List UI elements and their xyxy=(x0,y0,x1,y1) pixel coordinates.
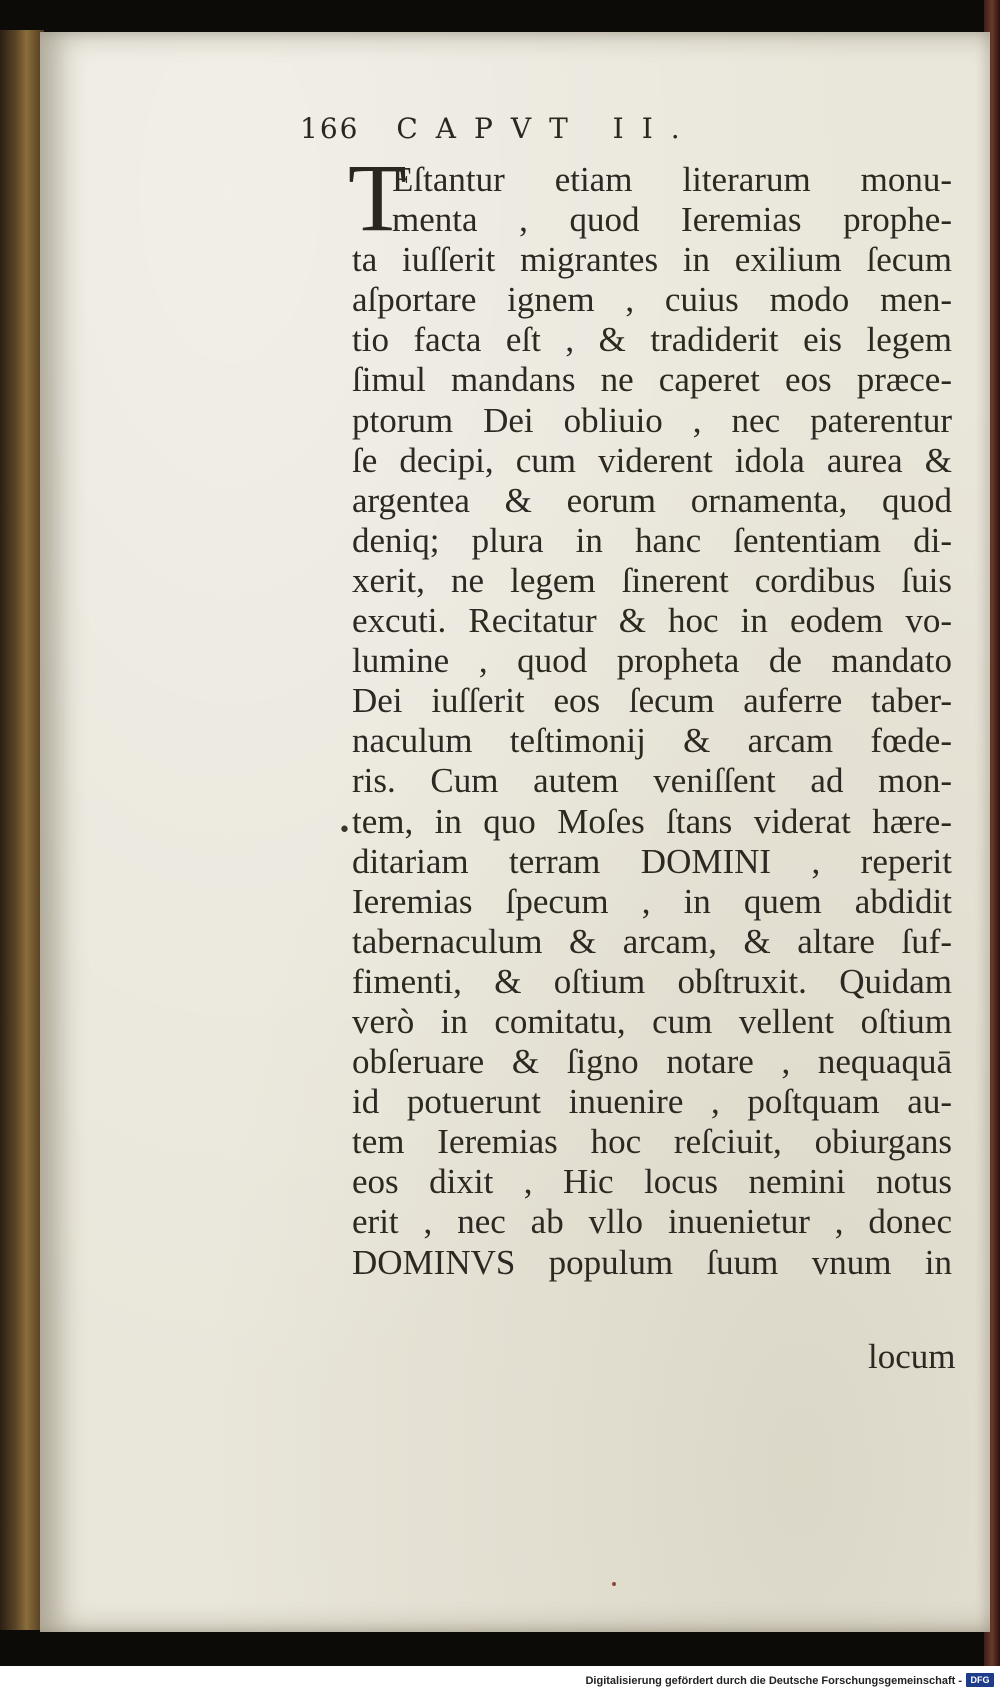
margin-mark: • xyxy=(338,818,351,843)
text-line: eos dixit , Hic locus nemini notus xyxy=(352,1162,952,1202)
text-line: excuti. Recitatur & hoc in eodem vo- xyxy=(352,601,952,641)
funding-credit: Digitalisierung gefördert durch die Deutsche Forschungsgemeinschaft - xyxy=(585,1675,962,1687)
text-line: tem Ieremias hoc reſciuit, obiurgans xyxy=(352,1122,952,1162)
text-line: ditariam terram DOMINI , reperit xyxy=(352,841,952,881)
text-line: ta iuſſerit migrantes in exilium ſecum xyxy=(352,240,952,280)
body-text xyxy=(352,160,952,1283)
text-line: naculum teſtimonij & arcam fœde- xyxy=(352,721,952,761)
paper-speck xyxy=(612,1582,616,1586)
text-line: tem, in quo Moſes ſtans viderat hære- xyxy=(352,801,952,841)
text-line: tabernaculum & arcam, & altare ſuf- xyxy=(352,921,952,961)
text-line: ſimul mandans ne caperet eos præce- xyxy=(352,360,952,400)
text-line: Dei iuſſerit eos ſecum auferre taber- xyxy=(352,681,952,721)
catchword: locum xyxy=(868,1337,956,1376)
text-line: Ieremias ſpecum , in quem abdidit xyxy=(352,881,952,921)
text-line: tio facta eſt , & tradiderit eis legem xyxy=(352,320,952,360)
text-line: Eſtantur etiam literarum monu- xyxy=(392,160,952,199)
text-line: lumine , quod propheta de mandato xyxy=(352,641,952,681)
text-line: id potuerunt inuenire , poſtquam au- xyxy=(352,1082,952,1122)
text-line: ptorum Dei obliuio , nec paterentur xyxy=(352,400,952,440)
text-line: xerit, ne legem ſinerent cordibus ſuis xyxy=(352,560,952,600)
text-line: erit , nec ab vllo inuenietur , donec xyxy=(352,1202,952,1242)
text-line: deniq; plura in hanc ſententiam di- xyxy=(352,520,952,560)
text-line: DOMINVS populum ſuum vnum in xyxy=(352,1242,952,1282)
running-header xyxy=(300,112,900,145)
running-title: CAPVT II. xyxy=(396,112,698,145)
text-line: ſe decipi, cum viderent idola aurea & xyxy=(352,440,952,480)
text-line: ris. Cum autem veniſſent ad mon- xyxy=(352,761,952,801)
drop-capital: T xyxy=(348,144,407,251)
book-spine-edge xyxy=(0,30,44,1630)
dfg-logo: DFG xyxy=(966,1673,994,1687)
text-line: aſportare ignem , cuius modo men- xyxy=(352,280,952,320)
text-line: argentea & eorum ornamenta, quod xyxy=(352,480,952,520)
text-line: menta , quod Ieremias prophe- xyxy=(392,200,952,240)
text-line: obſeruare & ſigno notare , nequaquā xyxy=(352,1042,952,1082)
text-line: fimenti, & oſtium obſtruxit. Quidam xyxy=(352,961,952,1001)
page-number: 166 xyxy=(300,112,360,145)
footer-bar xyxy=(0,1666,1000,1692)
text-line: verò in comitatu, cum vellent oſtium xyxy=(352,1001,952,1041)
